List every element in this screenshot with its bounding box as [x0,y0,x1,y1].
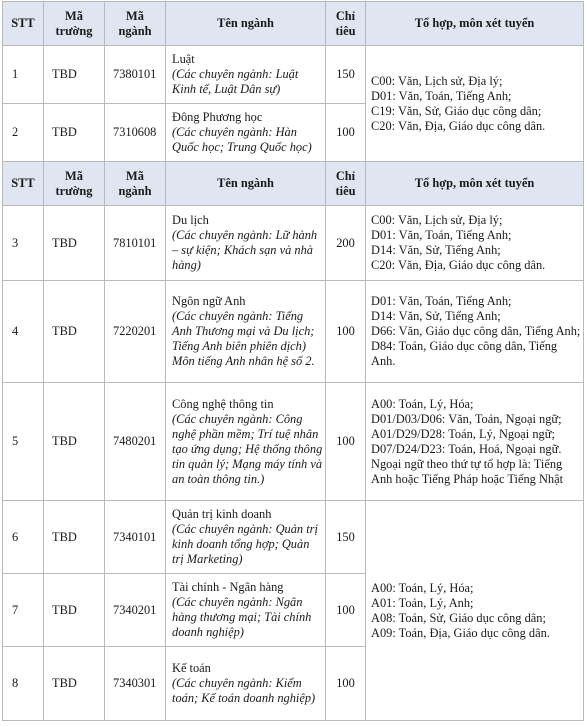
major-code-cell: 7340201 [105,574,166,647]
combos-cell [366,206,584,281]
combo-line: C20: Văn, Địa, Giáo dục công dân. [371,118,546,133]
combo-line: D66: Văn, Giáo dục công dân, Tiếng Anh; [371,324,581,338]
combo-line: D07/D24/D23: Toán, Hoá, Ngoại ngữ. [371,441,562,456]
school-code-cell: TBD [44,383,105,501]
major-name-cell [166,104,326,162]
major-name: Tài chính - Ngân hàng [172,580,284,594]
major-specializations: (Các chuyên ngành: Luật Kinh tế, Luật Dân sự) [172,67,299,96]
header-stt: STT [3,162,44,206]
combo-line: A00: Toán, Lý, Hóa; [371,396,474,411]
header-quota: Chỉ tiêu [326,162,366,206]
major-specializations: (Các chuyên ngành: Hàn Quốc học; Trung Quốc học) [172,125,312,154]
major-name-cell [166,574,326,647]
major-code-cell: 7810101 [105,206,166,281]
stt-cell: 4 [3,281,44,383]
stt-cell: 5 [3,383,44,501]
major-name: Kế toán [172,661,211,675]
major-name: Đông Phương học [172,110,263,124]
school-code-cell: TBD [44,647,105,721]
quota-cell: 100 [326,281,366,383]
major-specializations: (Các chuyên ngành: Công nghệ phần mềm; Trí tuệ nhân tạo ứng dụng; Hệ thống thông tin quản lý; Mạng máy tính và an toàn thông tin.) [172,411,323,486]
table-row [3,501,584,574]
header-combos: Tổ hợp, môn xét tuyển [366,2,584,46]
major-code-cell: 7380101 [105,46,166,104]
combos-cell [366,383,584,501]
combo-line: A01: Toán, Lý, Anh; [371,595,474,610]
stt-cell: 3 [3,206,44,281]
table-row [3,281,584,383]
combos-cell [366,46,584,162]
major-specializations: (Các chuyên ngành: Lữ hành – sự kiện; Khách sạn và nhà hàng) [172,228,318,272]
combo-line: C00: Văn, Lịch sử, Địa lý; [371,73,503,88]
school-code-cell: TBD [44,281,105,383]
combo-line: C20: Văn, Địa, Giáo dục công dân. [371,258,546,272]
combo-line: Ngoại ngữ theo thứ tự tổ hợp là: Tiếng Anh hoặc Tiếng Pháp hoặc Tiếng Nhật [371,456,564,486]
table-row [3,383,584,501]
school-code-cell: TBD [44,501,105,574]
major-name-cell [166,46,326,104]
major-name: Ngôn ngữ Anh [172,294,246,308]
header-major-name: Tên ngành [166,162,326,206]
major-name-cell [166,281,326,383]
major-name: Luật [172,52,195,66]
major-specializations: (Các chuyên ngành: Kiểm toán; Kế toán doanh nghiệp) [172,676,316,705]
combo-line: D84: Toán, Giáo dục công dân, Tiếng Anh. [371,339,558,368]
header-school-code: Mã trường [44,162,105,206]
major-code-cell: 7310608 [105,104,166,162]
major-name-cell [166,501,326,574]
major-name: Du lịch [172,213,209,227]
major-name: Công nghệ thông tin [172,396,274,411]
quota-cell: 150 [326,501,366,574]
header-row [3,162,584,206]
major-name: Quản trị kinh doanh [172,507,272,521]
quota-cell: 100 [326,383,366,501]
major-code-cell: 7220201 [105,281,166,383]
table-row [3,206,584,281]
school-code-cell: TBD [44,206,105,281]
combo-line: C00: Văn, Lịch sử, Địa lý; [371,213,503,227]
major-code-cell: 7340301 [105,647,166,721]
combo-line: D01: Văn, Toán, Tiếng Anh; [371,294,512,308]
combo-line: C19: Văn, Sử, Giáo dục công dân; [371,103,542,118]
combo-line: D14: Văn, Sử, Tiếng Anh; [371,243,501,257]
major-specializations: (Các chuyên ngành: Tiếng Anh Thương mại và Du lịch; Tiếng Anh biên phiên dịch) Môn tiếng Anh nhân hệ số 2. [172,309,315,368]
quota-cell: 100 [326,574,366,647]
combo-line: D01/D03/D06: Văn, Toán, Ngoại ngữ; [371,411,562,426]
quota-cell: 100 [326,104,366,162]
stt-cell: 1 [3,46,44,104]
combos-cell [366,501,584,721]
combo-line: A00: Toán, Lý, Hóa; [371,580,474,595]
major-name-cell [166,206,326,281]
stt-cell: 6 [3,501,44,574]
header-stt: STT [3,2,44,46]
header-combos: Tổ hợp, môn xét tuyển [366,162,584,206]
school-code-cell: TBD [44,104,105,162]
combo-line: D14: Văn, Sử, Tiếng Anh; [371,309,501,323]
header-major-name: Tên ngành [166,2,326,46]
stt-cell: 8 [3,647,44,721]
header-major-code: Mã ngành [105,162,166,206]
major-code-cell: 7340101 [105,501,166,574]
table-row [3,46,584,104]
major-specializations: (Các chuyên ngành: Quản trị kinh doanh tổng hợp; Quản trị Marketing) [172,522,318,566]
combo-line: D01: Văn, Toán, Tiếng Anh; [371,228,512,242]
header-school-code: Mã trường [44,2,105,46]
school-code-cell: TBD [44,46,105,104]
combo-line: A01/D29/D28: Toán, Lý, Ngoại ngữ; [371,426,555,441]
admissions-table [2,1,584,721]
major-name-cell [166,383,326,501]
stt-cell: 7 [3,574,44,647]
major-code-cell: 7480201 [105,383,166,501]
header-row [3,2,584,46]
quota-cell: 200 [326,206,366,281]
stt-cell: 2 [3,104,44,162]
combos-cell [366,281,584,383]
header-major-code: Mã ngành [105,2,166,46]
quota-cell: 150 [326,46,366,104]
major-specializations: (Các chuyên ngành: Ngân hàng thương mại; Tài chính doanh nghiệp) [172,595,312,639]
combo-line: A08: Toán, Sử, Giáo dục công dân; [371,610,546,625]
header-quota: Chỉ tiêu [326,2,366,46]
major-name-cell [166,647,326,721]
school-code-cell: TBD [44,574,105,647]
quota-cell: 100 [326,647,366,721]
combo-line: A09: Toán, Địa, Giáo dục công dân. [371,625,550,640]
combo-line: D01: Văn, Toán, Tiếng Anh; [371,88,512,103]
